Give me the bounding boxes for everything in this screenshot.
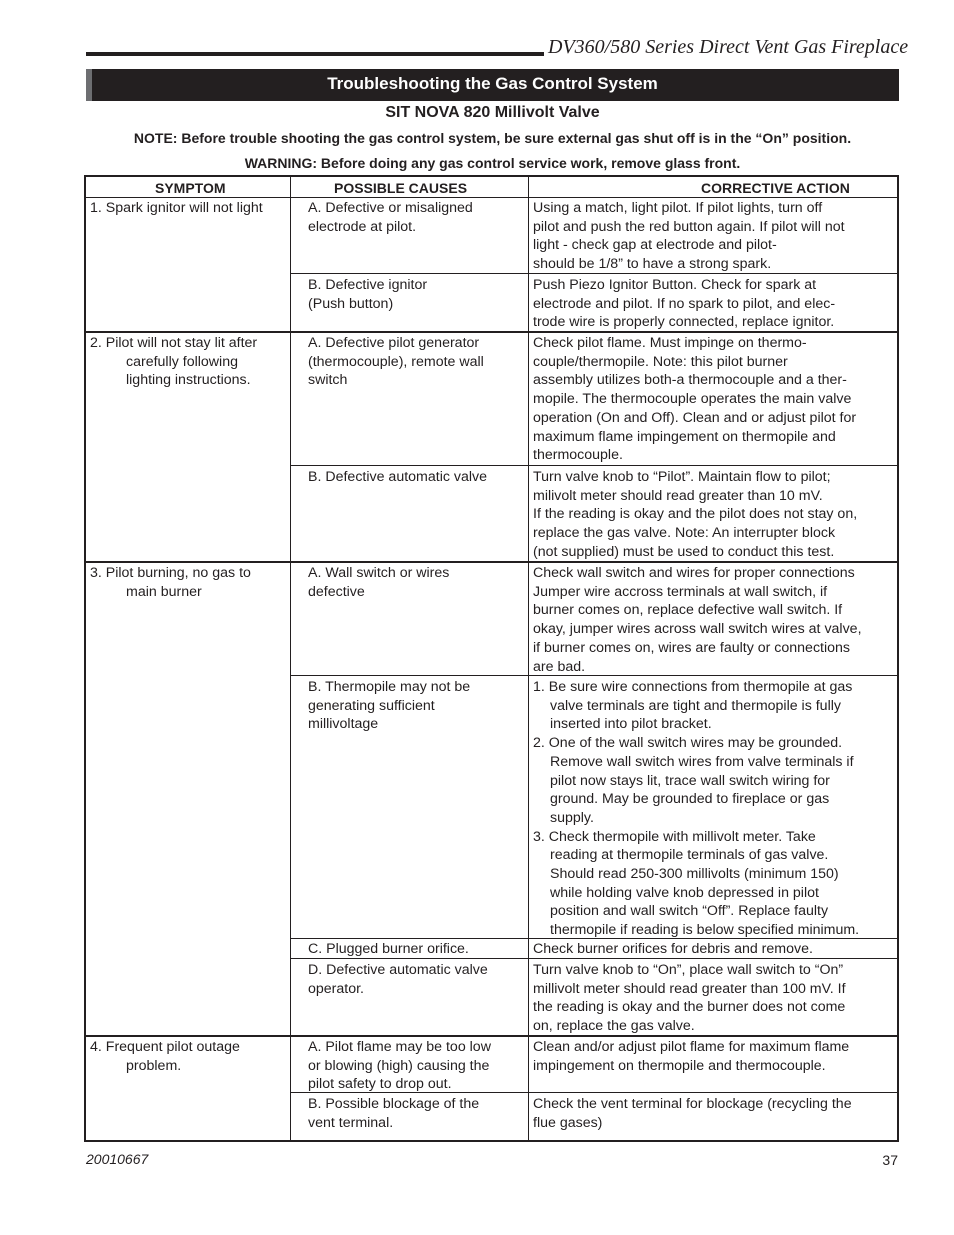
- cause-1b: B. Defective ignitor (Push button): [308, 277, 428, 312]
- symptom-4: 4. Frequent pilot outage problem.: [90, 1039, 240, 1074]
- header-rule: [86, 52, 544, 56]
- row-divider: [290, 675, 897, 676]
- warning-text: WARNING: Before doing any gas control service work, remove glass front.: [244, 155, 741, 171]
- section-title: Troubleshooting the Gas Control System: [327, 74, 658, 93]
- document-number: 20010667: [86, 1151, 149, 1167]
- cause-3a: A. Wall switch or wires defective: [308, 565, 450, 600]
- symptom-3: 3. Pilot burning, no gas to main burner: [90, 565, 251, 600]
- row-divider: [290, 958, 897, 959]
- symptom-divider: [86, 1035, 897, 1037]
- cause-3d: D. Defective automatic valve operator.: [308, 962, 488, 997]
- cause-2a: A. Defective pilot generator (thermocouple), remote wall switch: [308, 335, 484, 389]
- header-symptom: SYMPTOM: [155, 180, 226, 196]
- cause-3c: C. Plugged burner orifice.: [308, 941, 469, 957]
- cause-1a: A. Defective or misaligned electrode at pilot.: [308, 200, 473, 235]
- column-divider: [528, 177, 529, 1140]
- page-number: 37: [882, 1152, 898, 1168]
- section-banner: [86, 69, 899, 101]
- row-divider: [290, 938, 897, 939]
- column-divider: [290, 177, 291, 1140]
- action-2b: Turn valve knob to “Pilot”. Maintain flow to pilot; milivolt meter should read greater than 10 mV. If the reading is okay and the pilot does not stay on, replace the gas valve. Note: An interrupter block (not supplied) must be used to conduct this test.: [533, 469, 858, 560]
- action-3a: Check wall switch and wires for proper connections Jumper wire accross terminals at wall switch, if burner comes on, replace defective wall switch. If okay, jumper wires across wall switch wires at valve, if burner comes on, wires are faulty or connections are bad.: [533, 565, 862, 675]
- action-3b: 1. Be sure wire connections from thermopile at gas valve terminals are tight and thermopile is fully inserted into pilot bracket. 2. One of the wall switch wires may be grounded. Remove wall switch wires from valve terminals if pilot now stays lit, trace wall switch wiring for ground. May be grounded to fireplace or gas supply. 3. Check thermopile with millivolt meter. Take reading at thermopile terminals of gas valve. Should read 250-300 millivolts (minimum 150) while holding valve knob depressed in pilot position and wall switch “Off”. Replace faulty thermopile if reading is below specified minimum.: [533, 679, 860, 939]
- action-4a: Clean and/or adjust pilot flame for maximum flame impingement on thermopile and thermocouple.: [533, 1039, 850, 1074]
- valve-subtitle: SIT NOVA 820 Millivolt Valve: [385, 104, 600, 121]
- action-4b: Check the vent terminal for blockage (recycling the flue gases): [533, 1096, 852, 1131]
- note-text: NOTE: Before trouble shooting the gas control system, be sure external gas shut off is in the “On” position.: [133, 130, 852, 146]
- action-3c: Check burner orifices for debris and remove.: [533, 941, 813, 957]
- action-1a: Using a match, light pilot. If pilot lights, turn off pilot and push the red button again. If pilot will not light - check gap at electrode and pilot- should be 1/8” to have a strong spark.: [533, 200, 845, 273]
- symptom-divider: [86, 331, 897, 333]
- cause-4a: A. Pilot flame may be too low or blowing (high) causing the pilot safety to drop out.: [308, 1039, 491, 1093]
- action-3d: Turn valve knob to “On”, place wall switch to “On” millivolt meter should read greater than 100 mV. If the reading is okay and the burner does not come on, replace the gas valve.: [533, 962, 846, 1035]
- row-divider: [290, 273, 897, 274]
- cause-4b: B. Possible blockage of the vent terminal.: [308, 1096, 480, 1131]
- header-corrective-action: CORRECTIVE ACTION: [701, 180, 850, 196]
- action-1b: Push Piezo Ignitor Button. Check for spark at electrode and pilot. If no spark to pilot, and elec- trode wire is properly connected, replace ignitor.: [533, 277, 836, 331]
- cause-3b: B. Thermopile may not be generating sufficient millivoltage: [308, 679, 471, 733]
- troubleshooting-table: [84, 175, 899, 1142]
- running-header-title: DV360/580 Series Direct Vent Gas Fireplace: [548, 36, 909, 58]
- action-2a: Check pilot flame. Must impinge on thermo- couple/thermopile. Note: this pilot burner assembly utilizes both-a thermocouple and a ther- mopile. The thermocouple operates the main valve operation (On and Off). Clean and or adjust pilot for maximum flame impingement on thermopile and thermocouple.: [533, 335, 857, 464]
- row-divider: [290, 465, 897, 466]
- header-possible-causes: POSSIBLE CAUSES: [334, 180, 468, 196]
- row-divider: [290, 1092, 897, 1093]
- cause-2b: B. Defective automatic valve: [308, 469, 487, 485]
- symptom-2: 2. Pilot will not stay lit after carefully following lighting instructions.: [90, 335, 258, 389]
- header-divider: [86, 197, 897, 198]
- symptom-1: 1. Spark ignitor will not light: [90, 200, 263, 216]
- symptom-divider: [86, 561, 897, 563]
